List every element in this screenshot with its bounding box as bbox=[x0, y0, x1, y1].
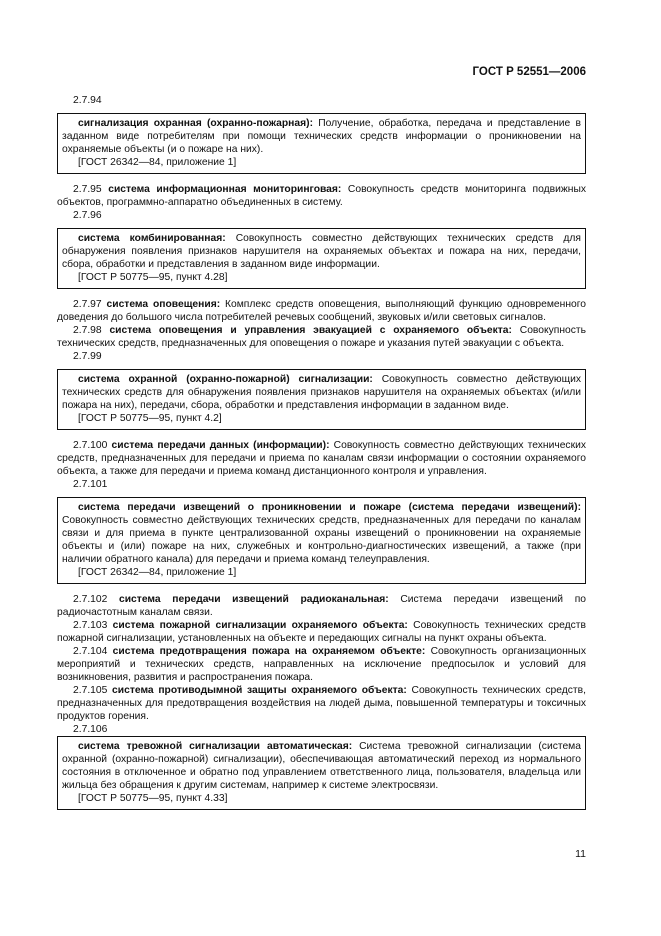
reference: [ГОСТ Р 50775—95, пункт 4.33] bbox=[78, 793, 228, 804]
definition: Совокупность средств мониторинга подвижных объектов, программно-аппаратно объединенных в систему. bbox=[57, 184, 586, 208]
term: система информационная мониторинговая: bbox=[108, 184, 342, 195]
definition-text bbox=[57, 593, 586, 619]
entry-number: 2.7.102 bbox=[73, 594, 108, 605]
term: система комбинированная: bbox=[78, 233, 226, 244]
definition: Совокупность совместно действующих технических средств для обнаружения появления признаков нарушителя на охраняемых объектах (и/или пожара на них), передачи, сбора, обработки и представления информации в заданном виде. bbox=[62, 374, 581, 411]
document-page bbox=[57, 0, 586, 936]
definition-box bbox=[57, 228, 586, 289]
entry-number: 2.7.99 bbox=[73, 351, 102, 362]
definition-text bbox=[57, 183, 586, 209]
definition-text bbox=[62, 740, 581, 792]
definition-text bbox=[62, 373, 581, 412]
term: система противодымной защиты охраняемого объекта: bbox=[112, 685, 407, 696]
document-content bbox=[57, 94, 586, 819]
entry-number: 2.7.94 bbox=[73, 95, 102, 106]
definition: Совокупность технических средств, предназначенных для предотвращения воздействия на людей дыма, повышенной температуры и токсичных продуктов горения. bbox=[57, 685, 586, 722]
reference: [ГОСТ 26342—84, приложение 1] bbox=[78, 567, 237, 578]
definition: Получение, обработка, передача и представление в заданном виде потребителям при помощи технических средств информации о проникновении на охраняемые объекты (и о пожаре на них). bbox=[62, 118, 581, 155]
definition-text bbox=[57, 619, 586, 645]
entry-number: 2.7.96 bbox=[73, 210, 102, 221]
definition: Совокупность организационных мероприятий и технических средств, направленных на исключение предпосылок и условий для возникновения, развития и распространения пожара. bbox=[57, 646, 586, 683]
definition-text bbox=[57, 684, 586, 723]
definition-text bbox=[62, 117, 581, 156]
reference: [ГОСТ Р 50775—95, пункт 4.28] bbox=[78, 272, 228, 283]
definition: Совокупность совместно действующих технических средств, предназначенных для передачи по каналам связи и для приема в пункте централизованной охраны извещений о проникновении на охраняемые объекты и (или) пожаре на них, служебных и контрольно-диагностических извещений, а также (при наличии обратного канала) для передачи и приема команд телеуправления. bbox=[62, 515, 581, 565]
definition: Совокупность совместно действующих технических средств для обнаружения появления признаков нарушителя на охраняемых объектах и пожара на них, передачи, сбора, обработки и представления в заданном виде информации. bbox=[62, 233, 581, 270]
definition-text bbox=[62, 232, 581, 271]
definition-text bbox=[57, 324, 586, 350]
definition: Совокупность технических средств, предназначенных для оповещения о пожаре и указания путей эвакуации с объекта. bbox=[57, 325, 586, 349]
definition: Совокупность совместно действующих технических средств, предназначенных для передачи и приема по каналам связи информации о состоянии охраняемого объекта, а также для передачи и приема команд дистанционного контроля и управления. bbox=[57, 440, 586, 477]
entry-number: 2.7.100 bbox=[73, 440, 108, 451]
entry-number: 2.7.106 bbox=[73, 724, 108, 735]
term: система тревожной сигнализации автоматическая: bbox=[78, 741, 353, 752]
definition: Совокупность технических средств пожарной сигнализации, установленных на объекте и передающих сигналы на пункт охраны объекта. bbox=[57, 620, 586, 644]
term: система передачи извещений о проникновении и пожаре (система передачи извещений): bbox=[78, 502, 581, 513]
term: система охранной (охранно-пожарной) сигнализации: bbox=[78, 374, 373, 385]
reference: [ГОСТ 26342—84, приложение 1] bbox=[78, 157, 237, 168]
page-number: 11 bbox=[575, 848, 586, 860]
term: система пожарной сигнализации охраняемого объекта: bbox=[112, 620, 408, 631]
definition-text bbox=[62, 501, 581, 566]
definition-box bbox=[57, 497, 586, 584]
entry-number: 2.7.103 bbox=[73, 620, 108, 631]
definition-text bbox=[57, 298, 586, 324]
definition-box bbox=[57, 369, 586, 430]
reference: [ГОСТ Р 50775—95, пункт 4.2] bbox=[78, 413, 222, 424]
term: система оповещения и управления эвакуацией с охраняемого объекта: bbox=[109, 325, 512, 336]
entry-number: 2.7.95 bbox=[73, 184, 102, 195]
definition-box bbox=[57, 113, 586, 174]
term: система предотвращения пожара на охраняемом объекте: bbox=[112, 646, 426, 657]
entry-number: 2.7.104 bbox=[73, 646, 108, 657]
definition-text bbox=[57, 645, 586, 684]
entry-number: 2.7.101 bbox=[73, 479, 108, 490]
definition-text bbox=[57, 439, 586, 478]
term: система передачи извещений радиоканальная: bbox=[119, 594, 389, 605]
entry-number: 2.7.98 bbox=[73, 325, 102, 336]
entry-number: 2.7.105 bbox=[73, 685, 108, 696]
definition: Комплекс средств оповещения, выполняющий функцию одновременного доведения до большого числа потребителей речевых сообщений, звуковых и/или световых сигналов. bbox=[57, 299, 587, 323]
definition: Система тревожной сигнализации (система охранной (охранно-пожарной) сигнализации), обеспечивающая автоматический переход из нормального состояния в отключенное и обратно под управлением ответственного лица, пользователя, владельца или жильца без обращения к другим системам, например к системе электросвязи. bbox=[62, 741, 581, 791]
document-header: ГОСТ Р 52551—2006 bbox=[472, 66, 586, 78]
term: система оповещения: bbox=[106, 299, 221, 310]
term: система передачи данных (информации): bbox=[111, 440, 330, 451]
definition: Система передачи извещений по радиочастотным каналам связи. bbox=[57, 594, 586, 618]
term: сигнализация охранная (охранно-пожарная): bbox=[78, 118, 313, 129]
definition-box bbox=[57, 736, 586, 810]
entry-number: 2.7.97 bbox=[73, 299, 102, 310]
